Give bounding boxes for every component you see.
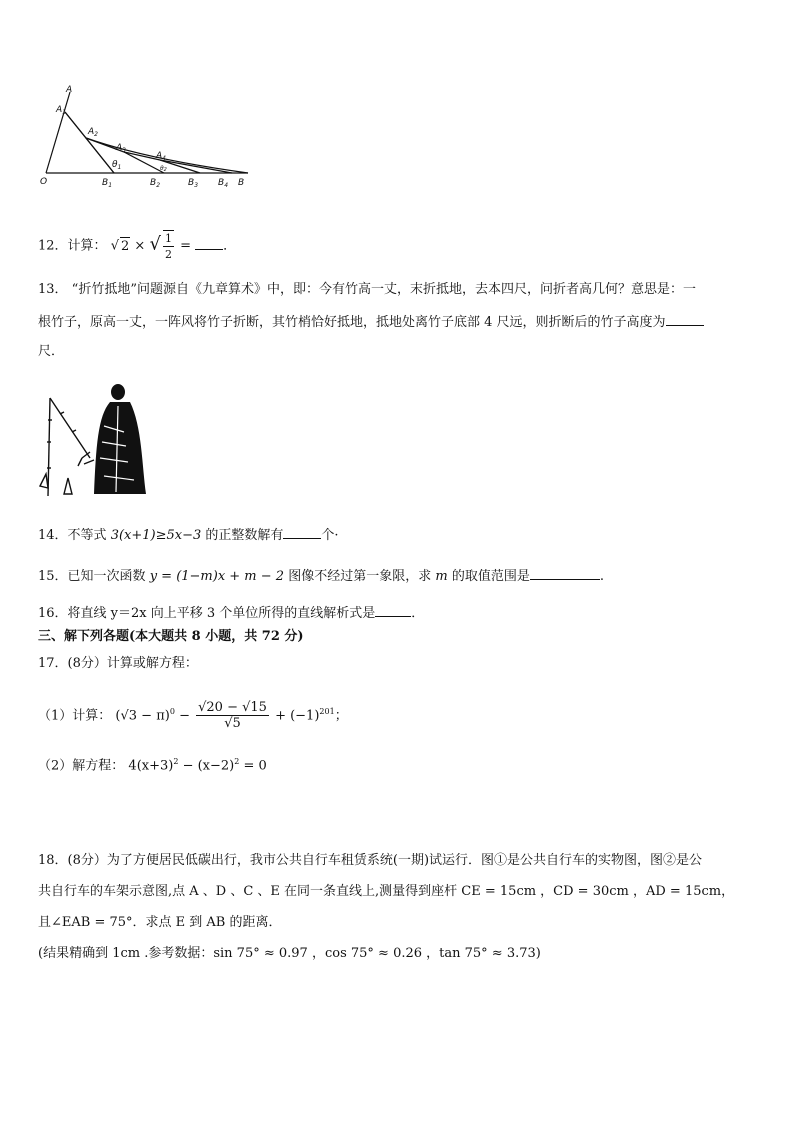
q12-text: 12．计算： (38, 238, 107, 254)
label-A2: $A_2$ (88, 127, 98, 138)
scholar-head (111, 384, 125, 400)
q12-eq: = (180, 238, 191, 254)
label-A3: $A_3$ (116, 143, 126, 154)
question-16: 16．将直线 y＝2x 向上平移 3 个单位所得的直线解析式是 ． (38, 603, 424, 623)
segment-A3-A4 (124, 152, 160, 160)
q12-sqrt2: 2 (120, 238, 130, 254)
question-18-line2: 共自行车的车架示意图,点 A 、D 、C 、E 在同一条直线上,测量得到座杆 CE = 15cm ，CD = 30cm ，AD = 15cm， (38, 884, 735, 899)
q14-expression: 3(x+1)≥5x−3 (110, 528, 202, 543)
bamboo-scholar-illustration (38, 376, 158, 498)
label-B: B (238, 178, 245, 188)
question-15: 15．已知一次函数 y = (1−m)x + m − 2 图像不经过第一象限，求 m 的取值范围是 . (38, 566, 604, 586)
question-12: 12．计算： √ 2 × √ $\frac{1}{2}$ = ． (38, 232, 237, 261)
question-17-heading: 17．(8分）计算或解方程： (38, 656, 198, 671)
bamboo-stalk (48, 398, 50, 496)
label-B2: $B_2$ (150, 178, 161, 189)
label-B1: $B_1$ (102, 178, 113, 189)
q12-fraction: $\frac{1}{2}$ (164, 232, 172, 261)
label-A4: $A_4$ (156, 151, 166, 162)
label-O: O (40, 177, 48, 187)
question-18-line1: 18．(8分）为了方便居民低碳出行，我市公共自行车租赁系统(一期)试运行．图①是公共自行车的实物图，图②是公 (38, 853, 703, 868)
question-13-line1: 13． “折竹抵地”问题源自《九章算术》中，即：今有竹高一丈，末折抵地，去本四尺，问折者高几何？意思是：一 (38, 282, 696, 297)
bamboo-broken-top (50, 398, 90, 458)
q15-expression: y = (1−m)x + m − 2 (149, 569, 285, 584)
question-17-part2: （2）解方程： $4(x+3)^2 - (x-2)^2 = 0$ (38, 757, 267, 774)
section-3-heading: 三、解下列各题(本大题共 8 小题，共 72 分) (38, 629, 304, 644)
q15-answer-blank[interactable] (530, 566, 600, 580)
geometry-figure (36, 84, 266, 194)
question-13-line2: 根竹子，原高一丈，一阵风将竹子折断，其竹梢恰好抵地，抵地处离竹子底部 4 尺远，则折断后的竹子高度为 (38, 312, 704, 332)
question-18-line3: 且∠EAB = 75°．求点 E 到 AB 的距离． (38, 915, 282, 930)
segment-A4-B4 (160, 160, 232, 173)
label-theta1: $\theta_1$ (112, 160, 122, 171)
label-B3: $B_3$ (188, 178, 199, 189)
q13-answer-blank[interactable] (666, 312, 704, 326)
q12-answer-blank[interactable] (195, 236, 223, 250)
q12-times: × (134, 238, 146, 254)
question-17-part1: （1）计算： $(√3 - \pi)^0$ − $\frac{√20 - √15}{√5}$ + $(-1)^{201}$； (38, 700, 348, 732)
question-14: 14．不等式 3(x+1)≥5x−3 的正整数解有 个· (38, 525, 339, 545)
q16-answer-blank[interactable] (375, 603, 411, 617)
question-13-line3: 尺． (38, 344, 65, 359)
q14-answer-blank[interactable] (283, 525, 321, 539)
scholar-robe (94, 402, 146, 494)
label-A1: $A_1$ (56, 105, 66, 116)
q17-fraction: $\frac{√20 - √15}{√5}$ (198, 700, 267, 732)
label-B4: $B_4$ (218, 178, 229, 189)
question-18-line4: (结果精确到 1cm .参考数据：sin 75° ≈ 0.97 ，cos 75° ≈ 0.26 ，tan 75° ≈ 3.73) (38, 946, 541, 961)
label-A: A (66, 85, 73, 95)
label-theta2: θ2 (160, 165, 167, 173)
